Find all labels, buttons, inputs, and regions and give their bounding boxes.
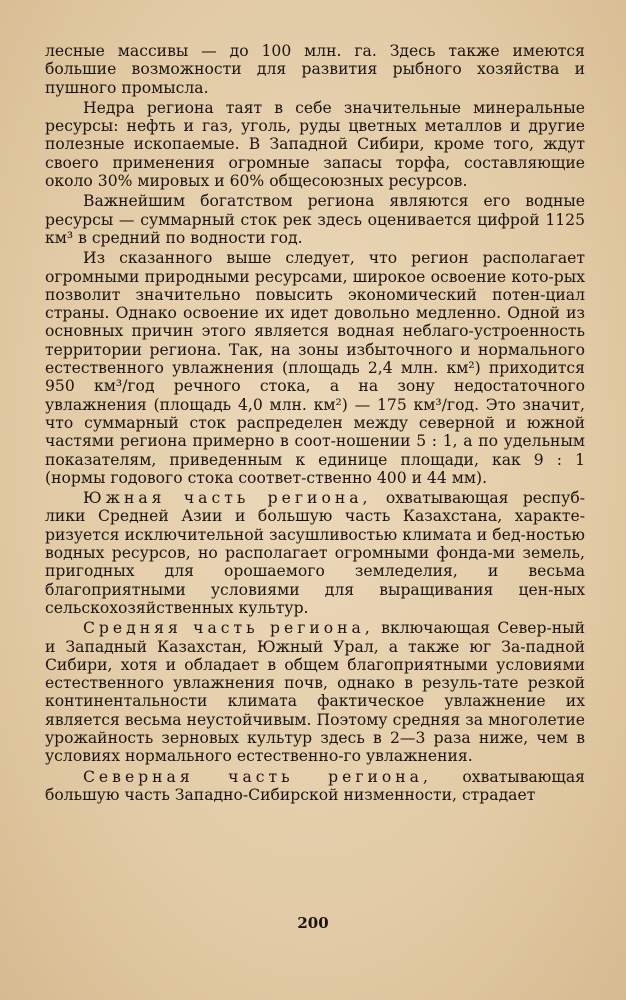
paragraph-text: Из сказанного выше следует, что регион располагает огромными природными ресурсами, широкое освоение кото-рых позволит значительно повысить экономический потен-циал страны. Однако освоение их идет довольно медленно. Одной из основных причин этого является водная неблаго-устроенность территории региона. Так, на зоны избыточного и нормального естественного увлажнения (площадь 2,4 млн. км²) приходится 950 км³/год речного стока, а на зону недостаточного увлажнения (площадь 4,0 млн. км²) — 175 км³/год. Это значит, что суммарный сток распределен между северной и южной частями региона примерно в соот-ношении 5 : 1, а по удельным показателям, приведенным к единице площади, как 9 : 1 (нормы годового стока соответ-ственно 400 и 44 мм). [45,249,585,487]
paragraph-text: охватывающая респуб-лики Средней Азии и большую часть Казахстана, характе-ризуется исключительной засушливостью климата и бед-ностью водных ресурсов, но располагает огромными фонда-ми земель, пригодных для орошаемого земледелия, и весьма благоприятными условиями для выращивания цен-ных сельскохозяйственных культур. [45,489,585,617]
paragraph-text: включающая Север-ный и Западный Казахстан, Южный Урал, а также юг За-падной Сибири, хотя и обладает в общем благоприятными условиями естественного увлажнения почв, однако в резуль-тате резкой континентальности климата фактическое увлажнение их является весьма неустойчивым. Поэтому средняя за многолетие урожайность зерновых культур здесь в 2—3 раза ниже, чем в условиях нормального естественно-го увлажнения. [45,619,585,766]
paragraph-lead-spaced: Северная часть региона, [83,767,432,786]
paragraph-southern-part [45,489,585,617]
paragraph-northern-part [45,768,585,805]
paragraph-middle-part [45,619,585,765]
paragraph-mineral-resources [45,99,585,190]
paragraph-text: Важнейшим богатством региона являются его водные ресурсы — суммарный сток рек здесь оценивается цифрой 1125 км³ в средний по водности год. [45,192,585,247]
paragraph-text: Недра региона таят в себе значительные минеральные ресурсы: нефть и газ, уголь, руды цветных металлов и другие полезные ископаемые. В Западной Сибири, кроме того, ждут своего применения огромные запасы торфа, составляющие около 30% мировых и 60% общесоюзных ресурсов. [45,98,585,191]
body-text [45,42,585,804]
page-number: 200 [297,914,329,932]
paragraph-lead-spaced: Средняя часть региона, [83,619,374,638]
paragraph-lead-spaced: Южная часть региона, [83,489,372,508]
paragraph-water-resources [45,192,585,247]
paragraph-text: охватывающая большую часть Западно-Сибирской низменности, страдает [45,767,585,804]
paragraph-text: лесные массивы — до 100 млн. га. Здесь также имеются большие возможности для развития рыбного хозяйства и пушного промысла. [45,42,585,97]
paragraph-forest-resources [45,42,585,97]
paragraph-water-distribution [45,249,585,487]
